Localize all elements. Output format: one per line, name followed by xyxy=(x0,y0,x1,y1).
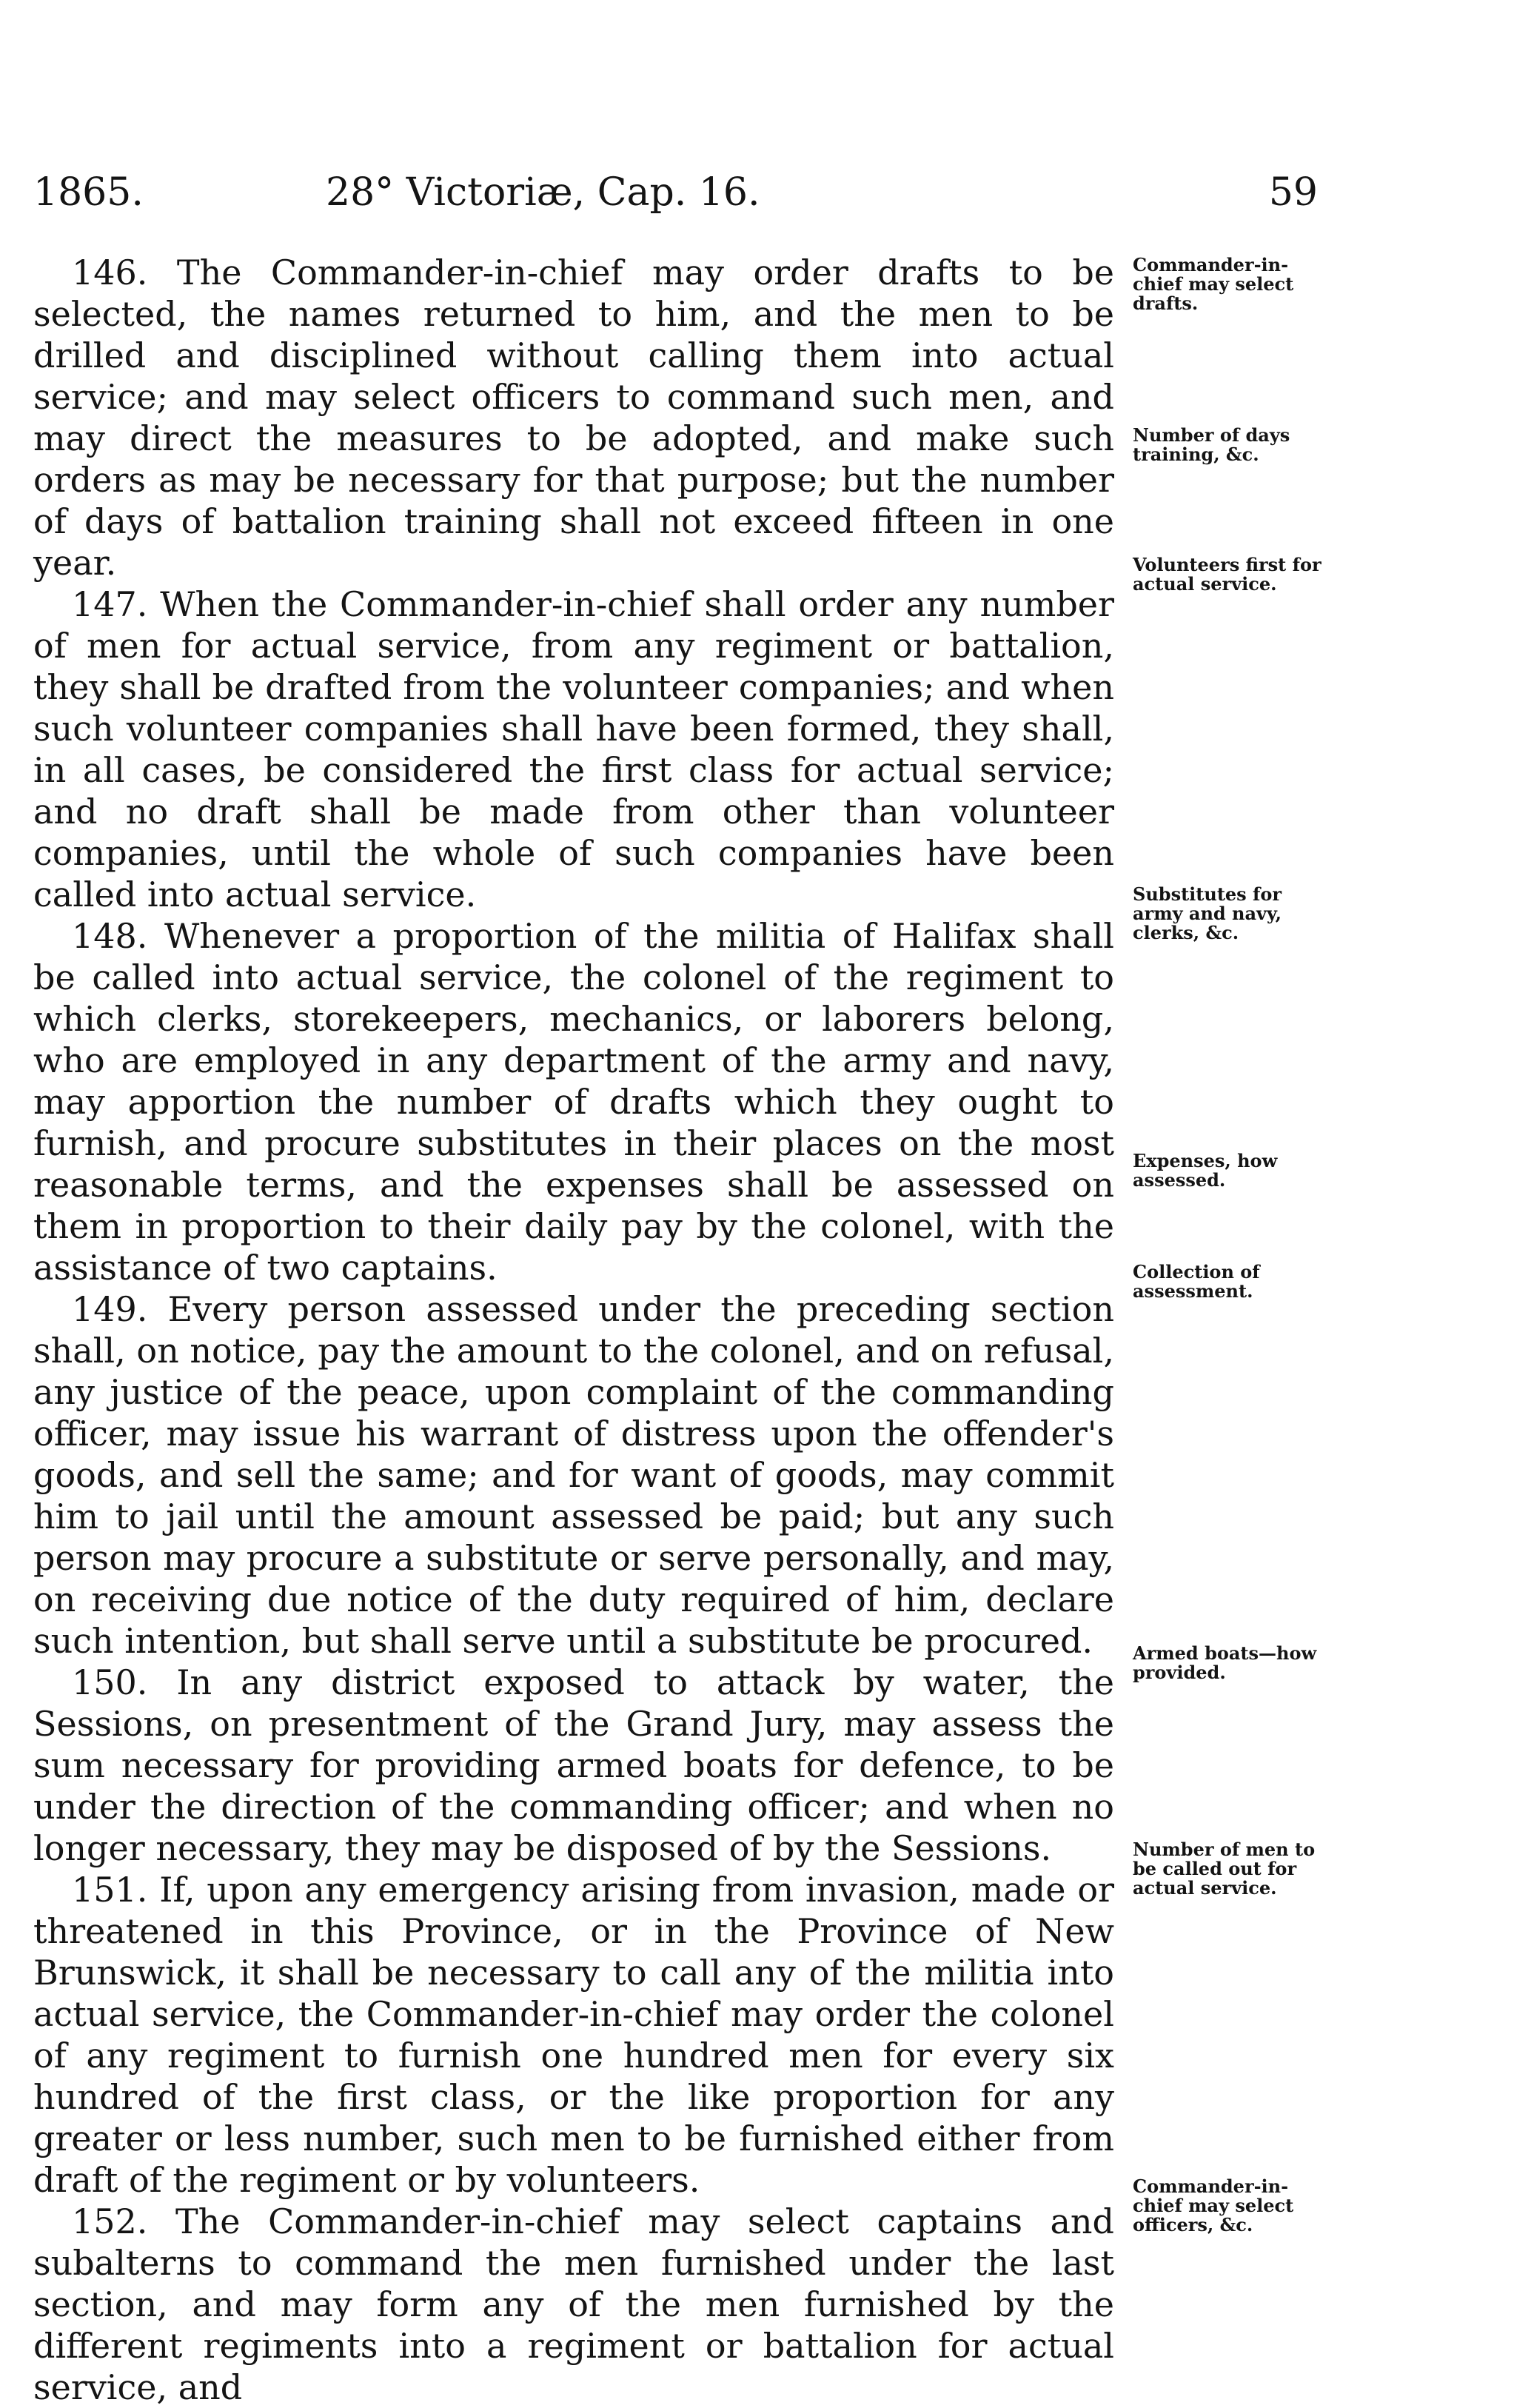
section-147 xyxy=(33,583,1114,915)
section-number: 150. xyxy=(72,1662,148,1702)
margin-note: Number of days training, &c. xyxy=(1133,424,1290,465)
section-text: When the Commander-in-chief shall order any number of men for actual service, from any regiment or battalion, they shall be drafted from the volunteer companies; and when such volunteer companies shall have been formed, they shall, in all cases, be considered the first class for actual service; and no draft shall be made from other than volunteer companies, until the whole of such companies have been called into actual service. xyxy=(33,584,1114,914)
section-number: 147. xyxy=(72,584,148,624)
section-text: The Commander-in-chief may select captains and subalterns to command the men furnished under the last section, and may form any of the men furnished by the different regiments into a regiment or battalion for actual service, and xyxy=(33,2201,1115,2407)
section-number: 146. xyxy=(72,252,148,292)
header-title: 28° Victoriæ, Cap. 16. xyxy=(326,170,760,215)
margin-note: Expenses, how assessed. xyxy=(1133,1150,1278,1191)
section-149 xyxy=(33,1288,1114,1662)
page-header xyxy=(33,163,1318,222)
section-number: 149. xyxy=(72,1289,148,1329)
section-152 xyxy=(33,2201,1114,2408)
section-text: If, upon any emergency arising from invasion, made or threatened in this Province, or in the Province of New Brunswick, it shall be necessary to call any of the militia into actual service, the Commander-in-chief may order the colonel of any regiment to furnish one hundred men for every six hundred of the first class, or the like proportion for any greater or less number, such men to be furnished either from draft of the regiment or by volunteers. xyxy=(33,1870,1115,2200)
margin-note: Armed boats—how provided. xyxy=(1133,1642,1317,1683)
margin-notes xyxy=(1133,0,1325,2407)
section-151 xyxy=(33,1869,1114,2201)
section-146 xyxy=(33,252,1114,583)
section-number: 148. xyxy=(72,916,148,956)
page-number: 59 xyxy=(1268,170,1318,215)
section-text: Every person assessed under the preceding section shall, on notice, pay the amount to the colonel, and on refusal, any justice of the peace, upon complaint of the commanding officer, may issue his warrant of distress upon the offender's goods, and sell the same; and for want of goods, may commit him to jail until the amount assessed be paid; but any such person may procure a substitute or serve personally, and may, on receiving due notice of the duty required of him, declare such intention, but shall serve until a substitute be procured. xyxy=(33,1289,1114,1661)
margin-note: Number of men to be called out for actual service. xyxy=(1133,1839,1316,1899)
header-year: 1865. xyxy=(33,170,144,215)
margin-note: Volunteers first for actual service. xyxy=(1133,554,1322,595)
section-number: 152. xyxy=(72,2201,148,2241)
section-text: The Commander-in-chief may order drafts to be selected, the names returned to him, and the men to be drilled and disciplined without calling them into actual service; and may select officers to command such men, and may direct the measures to be adopted, and make such orders as may be necessary for that purpose; but the number of days of battalion training shall not exceed fifteen in one year. xyxy=(33,252,1114,583)
section-text: Whenever a proportion of the militia of Halifax shall be called into actual service, the colonel of the regiment to which clerks, storekeepers, mechanics, or laborers belong, who are employed in any department of the army and navy, may apportion the number of drafts which they ought to furnish, and procure substitutes in their places on the most reasonable terms, and the expenses shall be assessed on them in proportion to their daily pay by the colonel, with the assistance of two captains. xyxy=(33,916,1114,1288)
margin-note: Commander-in-chief may select drafts. xyxy=(1133,254,1294,314)
margin-note: Commander-in-chief may select officers, &c. xyxy=(1133,2175,1294,2235)
margin-note: Substitutes for army and navy, clerks, &c. xyxy=(1133,883,1282,943)
section-148 xyxy=(33,915,1114,1288)
section-number: 151. xyxy=(72,1870,148,1910)
section-150 xyxy=(33,1662,1114,1869)
section-text: In any district exposed to attack by water, the Sessions, on presentment of the Grand Jury, may assess the sum necessary for providing armed boats for defence, to be under the direction of the commanding officer; and when no longer necessary, they may be disposed of by the Sessions. xyxy=(33,1662,1115,1868)
margin-note: Collection of assessment. xyxy=(1133,1261,1260,1302)
body-text xyxy=(33,252,1114,2408)
